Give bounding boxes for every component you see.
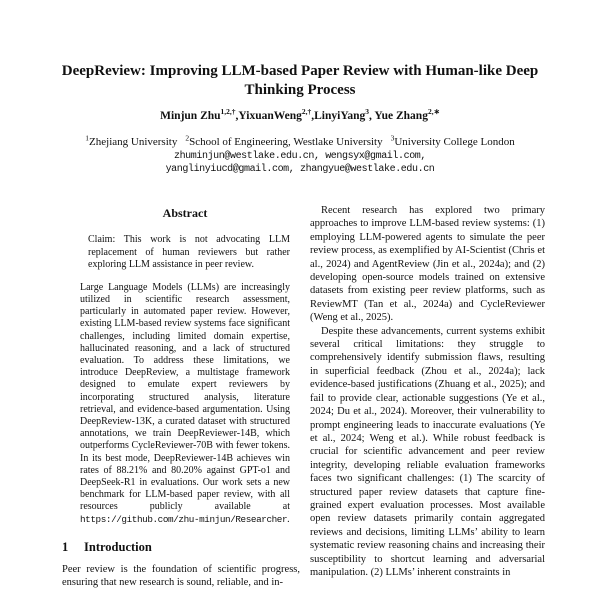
title-line-2: Thinking Process xyxy=(244,81,356,98)
author-line xyxy=(0,107,600,122)
affiliation xyxy=(185,133,383,148)
github-link[interactable]: https://github.com/zhu-minjun/Researcher xyxy=(80,513,288,525)
body-paragraph-2: Despite these advancements, current systems exhibit several critical limitations: they struggle to comprehensively identify submission flaws, resulting in superficial feedback (Zhou et al., 2024a); lack evidence-based justifications (Zhuang et al., 2025); and fail to provide clear, actionable suggestions (Ye et al., 2024; Du et al., 2024). Moreover, their vulnerability to prompt engineering leads to inaccurate evaluations (Ye et al., 2024; Weng et al.). While robust feedback is crucial for scientific advancement and peer review integrity, developing reliable evaluation frameworks faces two significant challenges: (1) The scarcity of structured paper review datasets that capture fine-grained expert evaluation processes. Most available open review datasets primarily contain aggregated reviews and decisions, limiting LLMs’ ability to learn systematic review reasoning chains and increasing their susceptibility to shortcut learning and adversarial manipulation. (2) LLMs’ inherent constraints in xyxy=(310,325,545,578)
abstract-heading: Abstract xyxy=(162,206,208,220)
author-superscript: 3 xyxy=(365,107,370,117)
abstract-text: Large Language Models (LLMs) are increasingly utilized in scientific research assessment, particularly in automated paper review. However, existing LLM-based review systems face significant challenges, including limited domain expertise, hallucinated reasoning, and a lack of structured evaluation. To address these limitations, we introduce DeepReview, a multistage framework designed to emulate expert reviewers by incorporating structured analysis, literature retrieval, and evidence-based argumentation. Using DeepReview-13K, a curated dataset with structured annotations, we train DeepReviewer-14B, which outperforms CycleReviewer-70B with fewer tokens. In its best mode, DeepReviewer-14B achieves win rates of 88.21% and 80.20% against GPT-o1 and DeepSeek-R1 in evaluations. Our work sets a new benchmark for LLM-based paper review, with all resources publicly available at xyxy=(80,281,290,513)
author-separator: , xyxy=(369,110,375,122)
author-superscript: 2,∗ xyxy=(427,107,440,117)
left-column xyxy=(62,206,300,589)
abstract-claim: Claim: This work is not advocating LLM replacement of human reviewers but rather exploring LLM assistance in peer review. xyxy=(88,234,290,271)
right-column xyxy=(310,204,545,579)
affiliation-name: School of Engineering, Westlake University xyxy=(189,136,383,148)
body-paragraph-1: Recent research has explored two primary approaches to improve LLM-based review systems: (1) employing LLM-powered agents to simulate the peer review process, as exemplified by AI-Scientist (Chris et al., 2024) and AgentReview (Jin et al., 2024a); and (2) developing open-source models trained on extensive datasets from existing peer review platforms, such as ReviewMT (Tan et al., 2024a) and CycleReviewer (Weng et al., 2025). xyxy=(310,205,545,324)
affiliation-superscript: 2 xyxy=(185,133,190,143)
author-name: LinyiYang xyxy=(314,110,366,122)
author-name: Minjun Zhu xyxy=(160,110,221,122)
author-name: Yue Zhang xyxy=(374,110,428,122)
author-name: YixuanWeng xyxy=(238,110,302,122)
author-superscript: 1,2,† xyxy=(220,107,236,117)
abstract-section xyxy=(80,206,290,526)
introduction-paragraph: Peer review is the foundation of scientific progress, ensuring that new research is sound, reliable, and in- xyxy=(62,563,300,588)
affiliation xyxy=(390,133,515,148)
paper-title xyxy=(50,62,550,99)
section-number: 1 xyxy=(62,539,69,554)
author-separator: , xyxy=(235,110,239,122)
affiliation-name: University College London xyxy=(394,136,515,148)
affiliation xyxy=(85,133,178,148)
email-block xyxy=(0,151,600,176)
email-line-1[interactable]: zhuminjun@westlake.edu.cn, wengsyx@gmail.com, xyxy=(173,151,427,162)
author-separator: , xyxy=(311,110,315,122)
affiliation-superscript: 1 xyxy=(85,133,90,143)
affiliation-name: Zhejiang University xyxy=(89,136,178,148)
title-line-1: DeepReview: Improving LLM-based Paper Review with Human-like Deep xyxy=(61,63,539,79)
email-line-2[interactable]: yanglinyiucd@gmail.com, zhangyue@westlake.edu.cn xyxy=(165,163,435,175)
section-heading-introduction xyxy=(62,540,300,555)
affiliation-line xyxy=(0,133,600,148)
affiliation-superscript: 3 xyxy=(390,133,395,143)
author-superscript: 2,† xyxy=(301,107,312,117)
section-title: Introduction xyxy=(84,539,152,554)
abstract-text-end: . xyxy=(287,513,290,525)
abstract-body xyxy=(80,282,290,526)
